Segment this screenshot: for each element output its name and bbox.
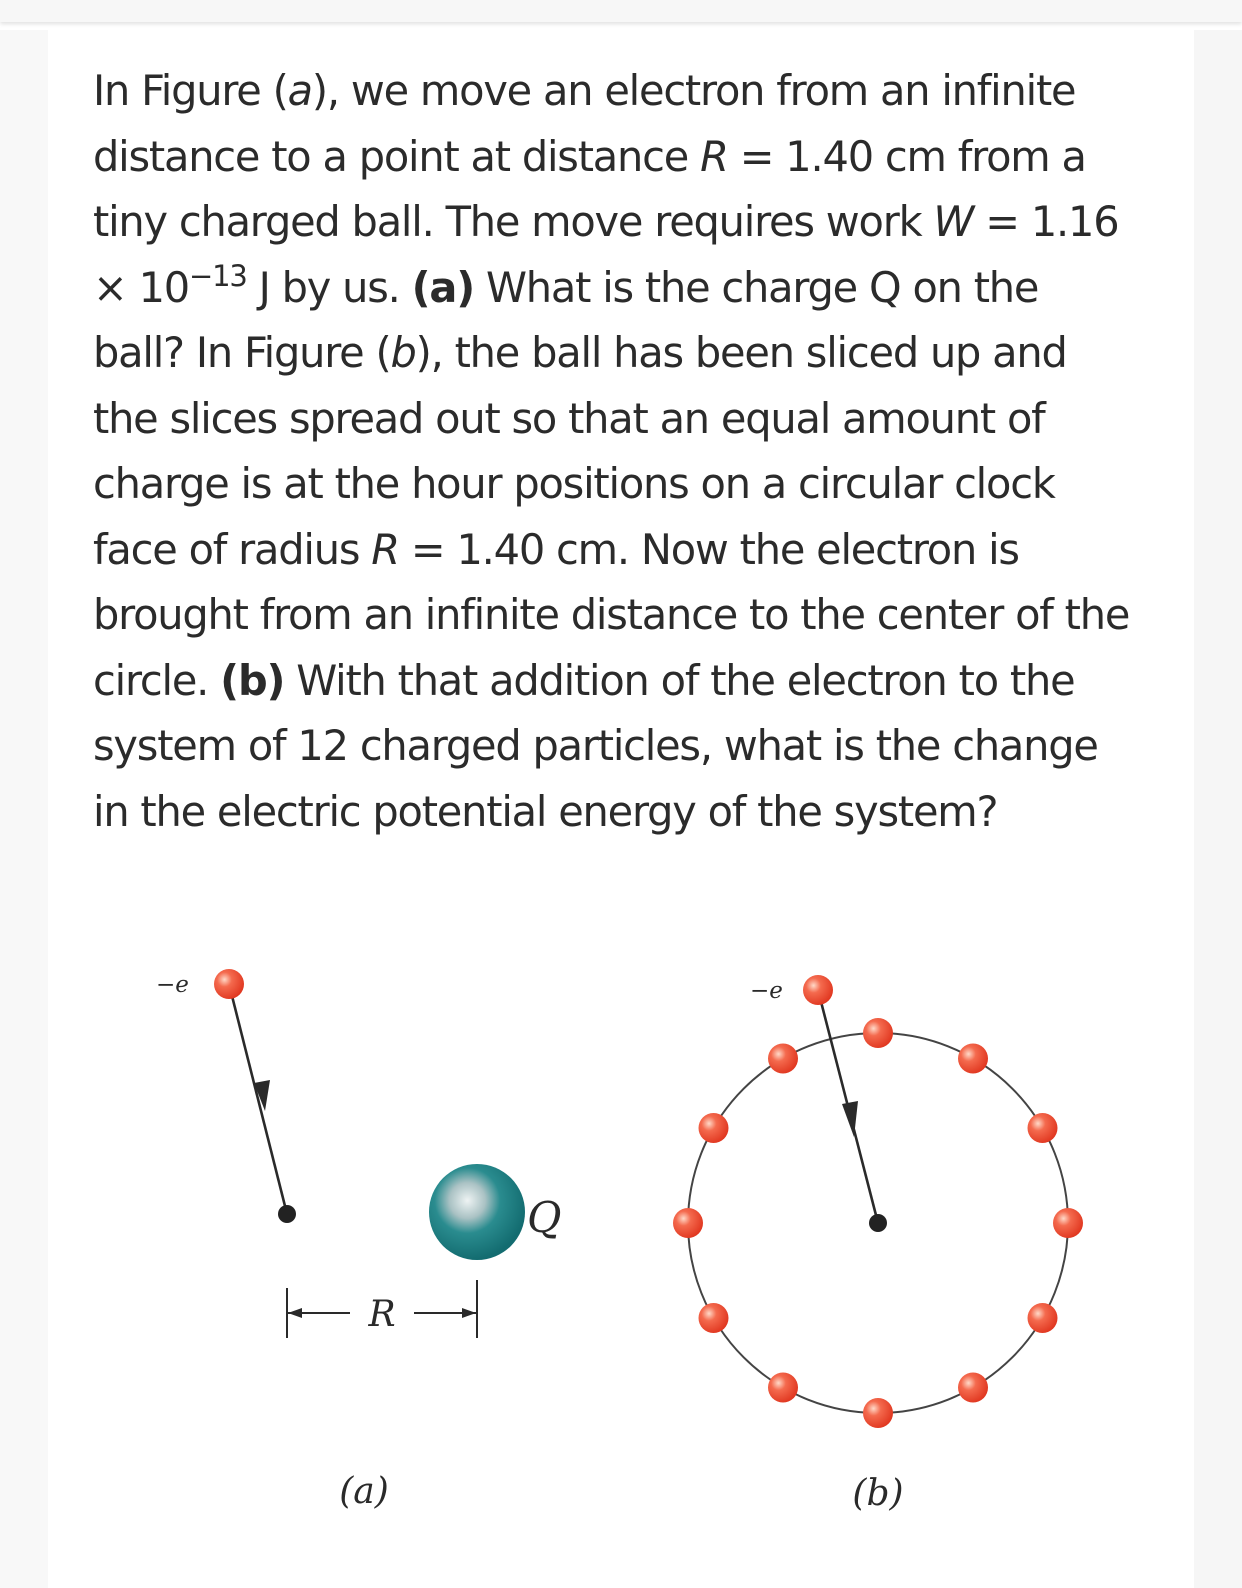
question-text: In Figure (a), we move an electron from an infinite distance to a point at distance R = 1.40 cm from a tiny charged ball. The move requires work $W = 1.16 \times 10^{-13}$ J by us. (a) What is the charge Q on the ball? In Figure (b), the ball has been sliced up and the slices spread out so that an equal amount of charge is at the hour positions on a circular clock face of radius R = 1.40 cm. Now the electron is brought from an infinite distance to the center of the circle. (b) With that addition of the electron to the system of 12 charged particles, what is the change in the electric potential energy of the system? — [93, 66, 1130, 836]
electron-label-b: −e — [750, 978, 783, 1004]
charge-label-q: Q — [527, 1193, 562, 1242]
caption-b: (b) — [852, 1473, 904, 1514]
electron-label-a: −e — [156, 972, 189, 998]
caption-a: (a) — [339, 1471, 389, 1512]
top-bar — [0, 0, 1242, 22]
page-margin-right — [1194, 30, 1242, 1588]
page-margin-left — [0, 30, 48, 1588]
distance-label-r: R — [368, 1294, 396, 1335]
